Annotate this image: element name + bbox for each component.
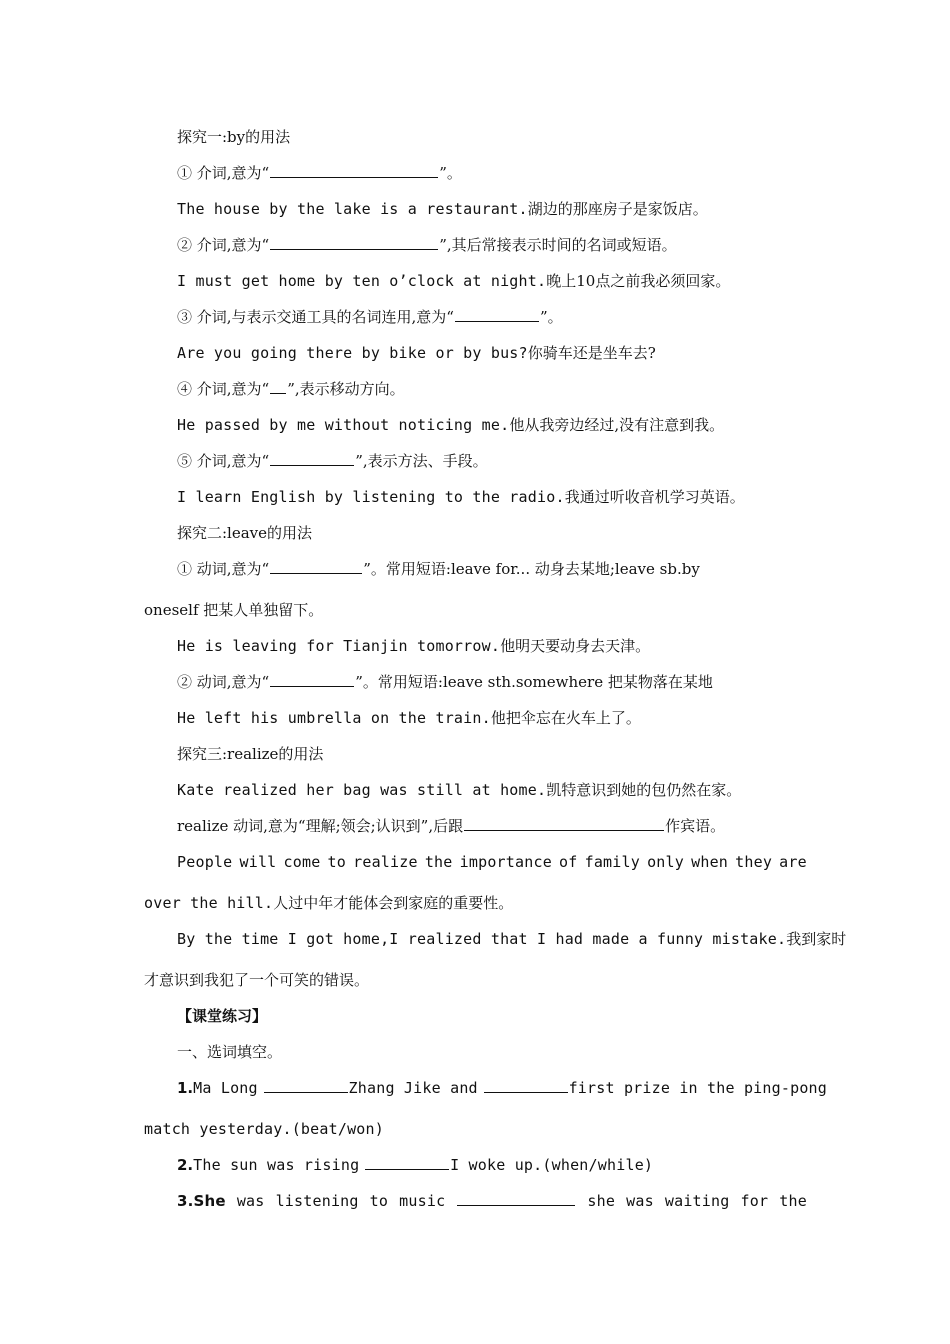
item-text: ② 动词,意为“: [177, 673, 270, 691]
example-zh: 他明天要动身去天津。: [500, 637, 651, 655]
section2-item1: [177, 559, 700, 579]
section2-title: 探究二:leave的用法: [177, 524, 313, 542]
question-2: [177, 1155, 653, 1175]
section2-example2: [177, 708, 641, 728]
word: music: [399, 1192, 446, 1210]
example-en: By the time I got home,I realized that I had made a funny mistake.: [177, 930, 787, 948]
item-text: ① 动词,意为“: [177, 560, 270, 578]
item-text: ② 介词,意为“: [177, 236, 270, 254]
word: waiting: [664, 1192, 730, 1210]
question-text: Zhang Jike and: [348, 1079, 478, 1097]
example-zh: 晚上10点之前我必须回家。: [546, 272, 731, 290]
example-zh: 凯特意识到她的包仍然在家。: [546, 781, 742, 799]
word: only: [647, 853, 685, 871]
section1-item5: [177, 451, 488, 471]
item-text: ① 介词,意为“: [177, 164, 270, 182]
word: to: [327, 853, 347, 871]
word: realize: [353, 853, 418, 871]
question-text: first prize in the ping-pong: [568, 1079, 828, 1097]
section3-example2-line2: [144, 893, 513, 913]
section2-item1-continued: oneself 把某人单独留下。: [144, 601, 324, 619]
answer-blank[interactable]: [270, 163, 438, 178]
answer-blank[interactable]: [270, 451, 354, 466]
word: importance: [459, 853, 552, 871]
example-en: over the hill.: [144, 894, 274, 912]
answer-blank[interactable]: [270, 379, 286, 394]
example-zh: 湖边的那座房子是家饭店。: [527, 200, 708, 218]
word: the: [424, 853, 453, 871]
answer-blank[interactable]: [264, 1078, 348, 1093]
item-text: ③ 介词,与表示交通工具的名词连用,意为“: [177, 308, 454, 326]
example-en: He left his umbrella on the train.: [177, 709, 491, 727]
answer-blank[interactable]: [464, 816, 664, 831]
section3-example1: [177, 780, 741, 800]
item-text: ”。常用短语:leave sth.somewhere 把某物落在某地: [355, 673, 713, 691]
word: come: [283, 853, 321, 871]
question-text: The sun was rising: [193, 1156, 360, 1174]
example-zh: 人过中年才能体会到家庭的重要性。: [273, 894, 514, 912]
item-text: ”。: [439, 164, 462, 182]
section1-item2: [177, 235, 677, 255]
section2-item2: [177, 672, 713, 692]
example-zh: 我到家时: [786, 930, 847, 948]
example-zh: 我通过听收音机学习英语。: [564, 488, 745, 506]
section3-example2-line1: [177, 852, 807, 872]
example-zh: 你骑车还是坐车去?: [527, 344, 656, 362]
item-text: ”。: [539, 308, 563, 326]
section2-example1: [177, 636, 650, 656]
word: the: [779, 1192, 807, 1210]
answer-blank[interactable]: [484, 1078, 568, 1093]
word: for: [740, 1192, 769, 1210]
example-en: He passed by me without noticing me.: [177, 416, 510, 434]
answer-blank[interactable]: [270, 235, 438, 250]
question-text: I woke up.(when/while): [450, 1156, 654, 1174]
word: was: [236, 1192, 265, 1210]
question-1: [177, 1078, 827, 1098]
practice-part1-title: 一、选词填空。: [177, 1043, 283, 1061]
word: listening: [275, 1192, 359, 1210]
item-text: ”,表示移动方向。: [287, 380, 405, 398]
answer-blank[interactable]: [455, 307, 539, 322]
item-text: ”,表示方法、手段。: [355, 452, 488, 470]
section3-note: [177, 816, 725, 836]
section1-example5: [177, 487, 745, 507]
word: are: [779, 853, 807, 871]
example-en: Are you going there by bike or by bus?: [177, 344, 528, 362]
item-text: ④ 介词,意为“: [177, 380, 270, 398]
word: family: [584, 853, 640, 871]
item-text: 作宾语。: [665, 817, 726, 835]
example-en: Kate realized her bag was still at home.: [177, 781, 547, 799]
question-text: Ma Long: [193, 1079, 258, 1097]
section1-title: 探究一:by的用法: [177, 128, 291, 146]
example-zh: 他把伞忘在火车上了。: [490, 709, 641, 727]
word: when: [691, 853, 729, 871]
word: she: [587, 1192, 616, 1210]
item-text: realize 动词,意为“理解;领会;认识到”,后跟: [177, 817, 464, 835]
word: People: [177, 853, 233, 871]
word: was: [626, 1192, 654, 1210]
section1-item4: [177, 379, 405, 399]
item-text: ”,其后常接表示时间的名词或短语。: [439, 236, 677, 254]
item-text: ⑤ 介词,意为“: [177, 452, 270, 470]
section1-example2: [177, 271, 730, 291]
example-en: I must get home by ten o’clock at night.: [177, 272, 547, 290]
answer-blank[interactable]: [365, 1155, 449, 1170]
section3-example3-line2: 才意识到我犯了一个可笑的错误。: [144, 971, 370, 989]
section1-example1: [177, 199, 708, 219]
section1-item1: [177, 163, 462, 183]
example-en: He is leaving for Tianjin tomorrow.: [177, 637, 501, 655]
word: will: [239, 853, 277, 871]
item-text: ”。常用短语:leave for... 动身去某地;leave sb.by: [363, 560, 700, 578]
section1-example3: [177, 343, 656, 363]
section1-item3: [177, 307, 563, 327]
answer-blank[interactable]: [270, 672, 354, 687]
word: to: [369, 1192, 389, 1210]
example-en: I learn English by listening to the radio.: [177, 488, 565, 506]
question-number: 2.: [177, 1156, 194, 1174]
word: of: [559, 853, 578, 871]
question-3: [177, 1191, 807, 1211]
example-en: The house by the lake is a restaurant.: [177, 200, 528, 218]
question-number: 3.She: [177, 1192, 226, 1210]
question-number: 1.: [177, 1079, 194, 1097]
practice-heading: 【课堂练习】: [177, 1007, 268, 1025]
section1-example4: [177, 415, 724, 435]
answer-blank[interactable]: [457, 1191, 575, 1206]
section3-title: 探究三:realize的用法: [177, 745, 324, 763]
example-zh: 他从我旁边经过,没有注意到我。: [509, 416, 725, 434]
section3-example3-line1: [177, 929, 846, 949]
question-1-continued: match yesterday.(beat/won): [144, 1120, 384, 1138]
word: they: [735, 853, 773, 871]
answer-blank[interactable]: [270, 559, 362, 574]
